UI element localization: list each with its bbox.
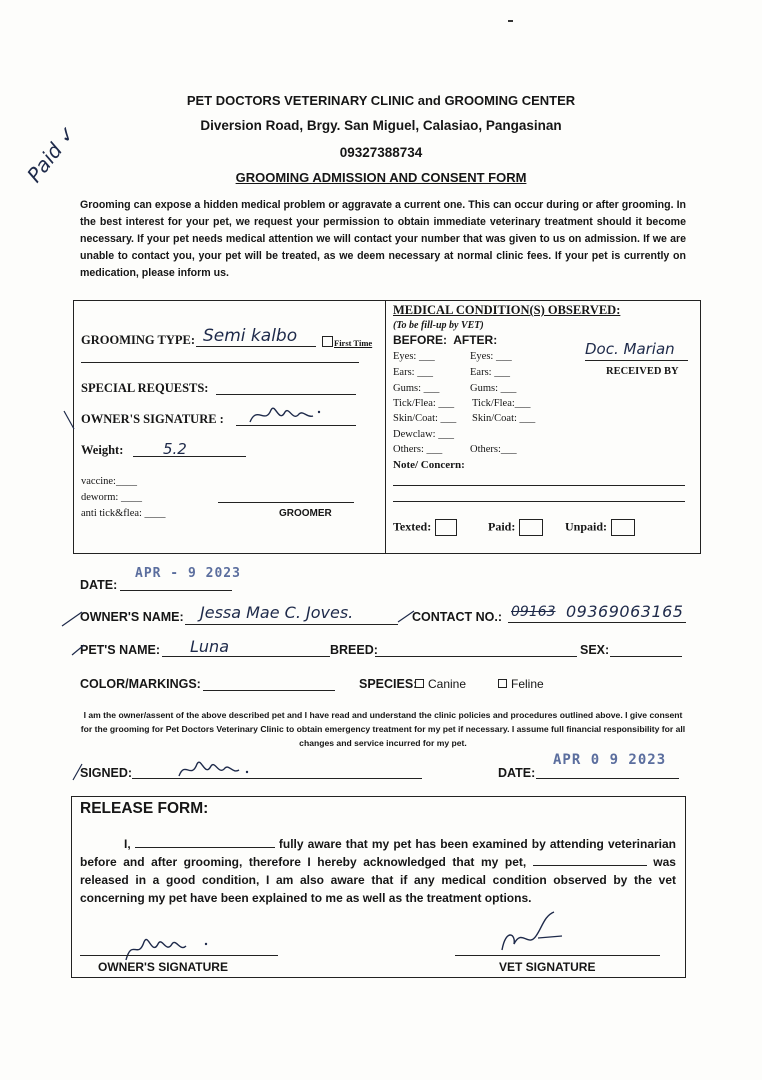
release-body <box>80 835 676 907</box>
scan-mark <box>508 20 513 22</box>
tickflea-before: Tick/Flea: ___ <box>393 398 455 409</box>
contact-line <box>508 622 686 623</box>
contact-value[interactable]: 09369063165 <box>566 602 684 621</box>
color-line[interactable] <box>203 690 335 691</box>
eyes-after: Eyes: ___ <box>470 351 512 362</box>
sex-line[interactable] <box>610 656 682 657</box>
weight-value[interactable]: 5.2 <box>163 440 187 458</box>
intro-paragraph: Grooming can expose a hidden medical problem or aggravate a current one. This can occur during or after grooming. In the best interest for your pet, we request your permission to obtain immediate veterinary treatment should it become necessary. If your pet needs medical attention we will contact your number that was given to us on admission. If we are unable to contact you, your pet will be treated, as we deem necessary at normal clinic fees. If your pet is currently on medication, please inform us. <box>80 199 686 279</box>
signed-date-stamp: APR 0 9 2023 <box>553 752 667 768</box>
signed-label: SIGNED: <box>80 766 133 780</box>
pet-name-value[interactable]: Luna <box>190 637 229 656</box>
breed-label: BREED: <box>330 643 378 657</box>
owner-name-label: OWNER'S NAME: <box>80 610 184 624</box>
texted-label <box>393 519 457 536</box>
release-vet-signature-label: VET SIGNATURE <box>499 960 596 974</box>
signed-checkmark-icon <box>70 760 86 784</box>
release-owner-signature-label: OWNER'S SIGNATURE <box>98 960 228 974</box>
release-text-2: was released in a good condition, I am also aware that if any medical condition observed by the vet concerning my pet have been explained to me as well as the treatment options. <box>80 855 676 905</box>
feline-checkbox[interactable] <box>498 679 507 688</box>
owner-name-value[interactable]: Jessa Mae C. Joves. <box>200 603 354 622</box>
tick-flea-label: anti tick&flea: ____ <box>81 508 166 519</box>
grooming-type-label: GROOMING TYPE: <box>81 333 196 347</box>
feline-text: Feline <box>511 677 544 691</box>
owner-name-line <box>185 624 398 625</box>
ears-before: Ears: ___ <box>393 367 433 378</box>
ears-after: Ears: ___ <box>470 367 510 378</box>
release-i: I, <box>124 837 131 851</box>
weight-label: Weight: <box>81 443 124 457</box>
skincoat-after: Skin/Coat: ___ <box>472 413 536 424</box>
clinic-phone: 09327388734 <box>339 145 423 160</box>
unpaid-label <box>565 519 635 536</box>
release-owner-line[interactable] <box>80 955 278 956</box>
canine-checkbox[interactable] <box>415 679 424 688</box>
date-line <box>120 590 232 591</box>
form-title: GROOMING ADMISSION AND CONSENT FORM <box>235 170 527 185</box>
texted-text: Texted: <box>393 519 432 534</box>
paid-margin-note: Paid ✓ <box>22 120 82 187</box>
date-label: DATE: <box>80 578 118 592</box>
contact-checkmark-icon <box>396 608 416 624</box>
gums-after: Gums: ___ <box>470 383 517 394</box>
grooming-type-value[interactable]: Semi kalbo <box>203 326 298 346</box>
medical-title: MEDICAL CONDITION(S) OBSERVED: <box>393 303 621 317</box>
skincoat-before: Skin/Coat: ___ <box>393 413 457 424</box>
owner-signature-line[interactable] <box>236 425 356 426</box>
box-divider <box>385 300 386 553</box>
gums-before: Gums: ___ <box>393 383 440 394</box>
signed-signature-scribble <box>175 754 255 784</box>
contact-struck: 09163 <box>511 604 556 620</box>
owner-signature-label: OWNER'S SIGNATURE : <box>81 412 224 426</box>
groomer-line[interactable] <box>218 502 354 503</box>
sex-label: SEX: <box>580 643 610 657</box>
release-vet-line[interactable] <box>455 955 660 956</box>
release-vet-signature-scribble <box>492 908 572 958</box>
clinic-name: PET DOCTORS VETERINARY CLINIC and GROOMING CENTER <box>186 93 576 108</box>
canine-option[interactable] <box>415 677 466 691</box>
note-line-1[interactable] <box>393 485 685 486</box>
received-by-signature: Doc. Marian <box>585 340 675 358</box>
signed-date-label: DATE: <box>498 766 536 780</box>
owner-checkmark-icon <box>60 608 84 628</box>
color-label: COLOR/MARKINGS: <box>80 677 201 691</box>
paid-label <box>488 519 543 536</box>
release-name-blank[interactable] <box>135 847 275 848</box>
eyes-before: Eyes: ___ <box>393 351 435 362</box>
date-stamp: APR - 9 2023 <box>135 566 241 581</box>
before-after-label: BEFORE: AFTER: <box>393 333 498 347</box>
grooming-type-line <box>196 346 316 347</box>
feline-option[interactable] <box>498 677 544 691</box>
received-by-label: RECEIVED BY <box>606 366 679 377</box>
texted-checkbox[interactable] <box>435 519 457 536</box>
signed-date-line <box>536 778 679 779</box>
paid-text: Paid: <box>488 519 516 534</box>
clinic-address: Diversion Road, Brgy. San Miguel, Calasiao, Pangasinan <box>200 118 562 133</box>
signed-line[interactable] <box>132 778 422 779</box>
canine-text: Canine <box>428 677 467 691</box>
consent-paragraph: I am the owner/assent of the above described pet and I have read and understand the clinic policies and procedures outlined above. I give consent for the grooming for Pet Doctors Veterinary Clinic to obtain emergency treatment for my pet if necessary. I assume full financial responsibility for all changes and service incurred for my pet. <box>80 710 686 748</box>
pet-name-label: PET'S NAME: <box>80 643 161 657</box>
pet-name-line <box>162 656 330 657</box>
first-time-label: First Time <box>334 338 373 348</box>
unpaid-checkbox[interactable] <box>611 519 635 536</box>
others-after: Others:___ <box>470 444 517 455</box>
tickflea-after: Tick/Flea:___ <box>472 398 531 409</box>
dewclaw-before: Dewclaw: ___ <box>393 429 454 440</box>
deworm-label: deworm: ____ <box>81 492 142 503</box>
grooming-type-line-2 <box>81 362 359 363</box>
checkmark-icon <box>62 405 82 431</box>
special-requests-label: SPECIAL REQUESTS: <box>81 381 209 395</box>
release-pet-blank[interactable] <box>533 865 647 866</box>
species-label: SPECIES: <box>359 677 418 691</box>
release-title: RELEASE FORM: <box>80 800 209 817</box>
pet-checkmark-icon <box>70 641 86 657</box>
groomer-label: GROOMER <box>279 508 332 519</box>
weight-line <box>133 456 246 457</box>
note-line-2[interactable] <box>393 501 685 502</box>
unpaid-text: Unpaid: <box>565 519 608 534</box>
release-text-1: fully aware that my pet has been examined by attending veterinarian before and after grooming, therefore I hereby acknowledged that my pet, <box>80 837 676 869</box>
others-before: Others: ___ <box>393 444 443 455</box>
breed-line[interactable] <box>375 656 577 657</box>
special-requests-line[interactable] <box>216 394 356 395</box>
note-concern-label: Note/ Concern: <box>393 459 465 471</box>
contact-label: CONTACT NO.: <box>412 610 503 624</box>
medical-subtitle: (To be fill-up by VET) <box>393 320 484 331</box>
vaccine-label: vaccine:____ <box>81 476 137 487</box>
paid-checkbox[interactable] <box>519 519 543 536</box>
first-time-checkbox[interactable] <box>322 336 333 347</box>
received-by-line <box>585 360 688 361</box>
